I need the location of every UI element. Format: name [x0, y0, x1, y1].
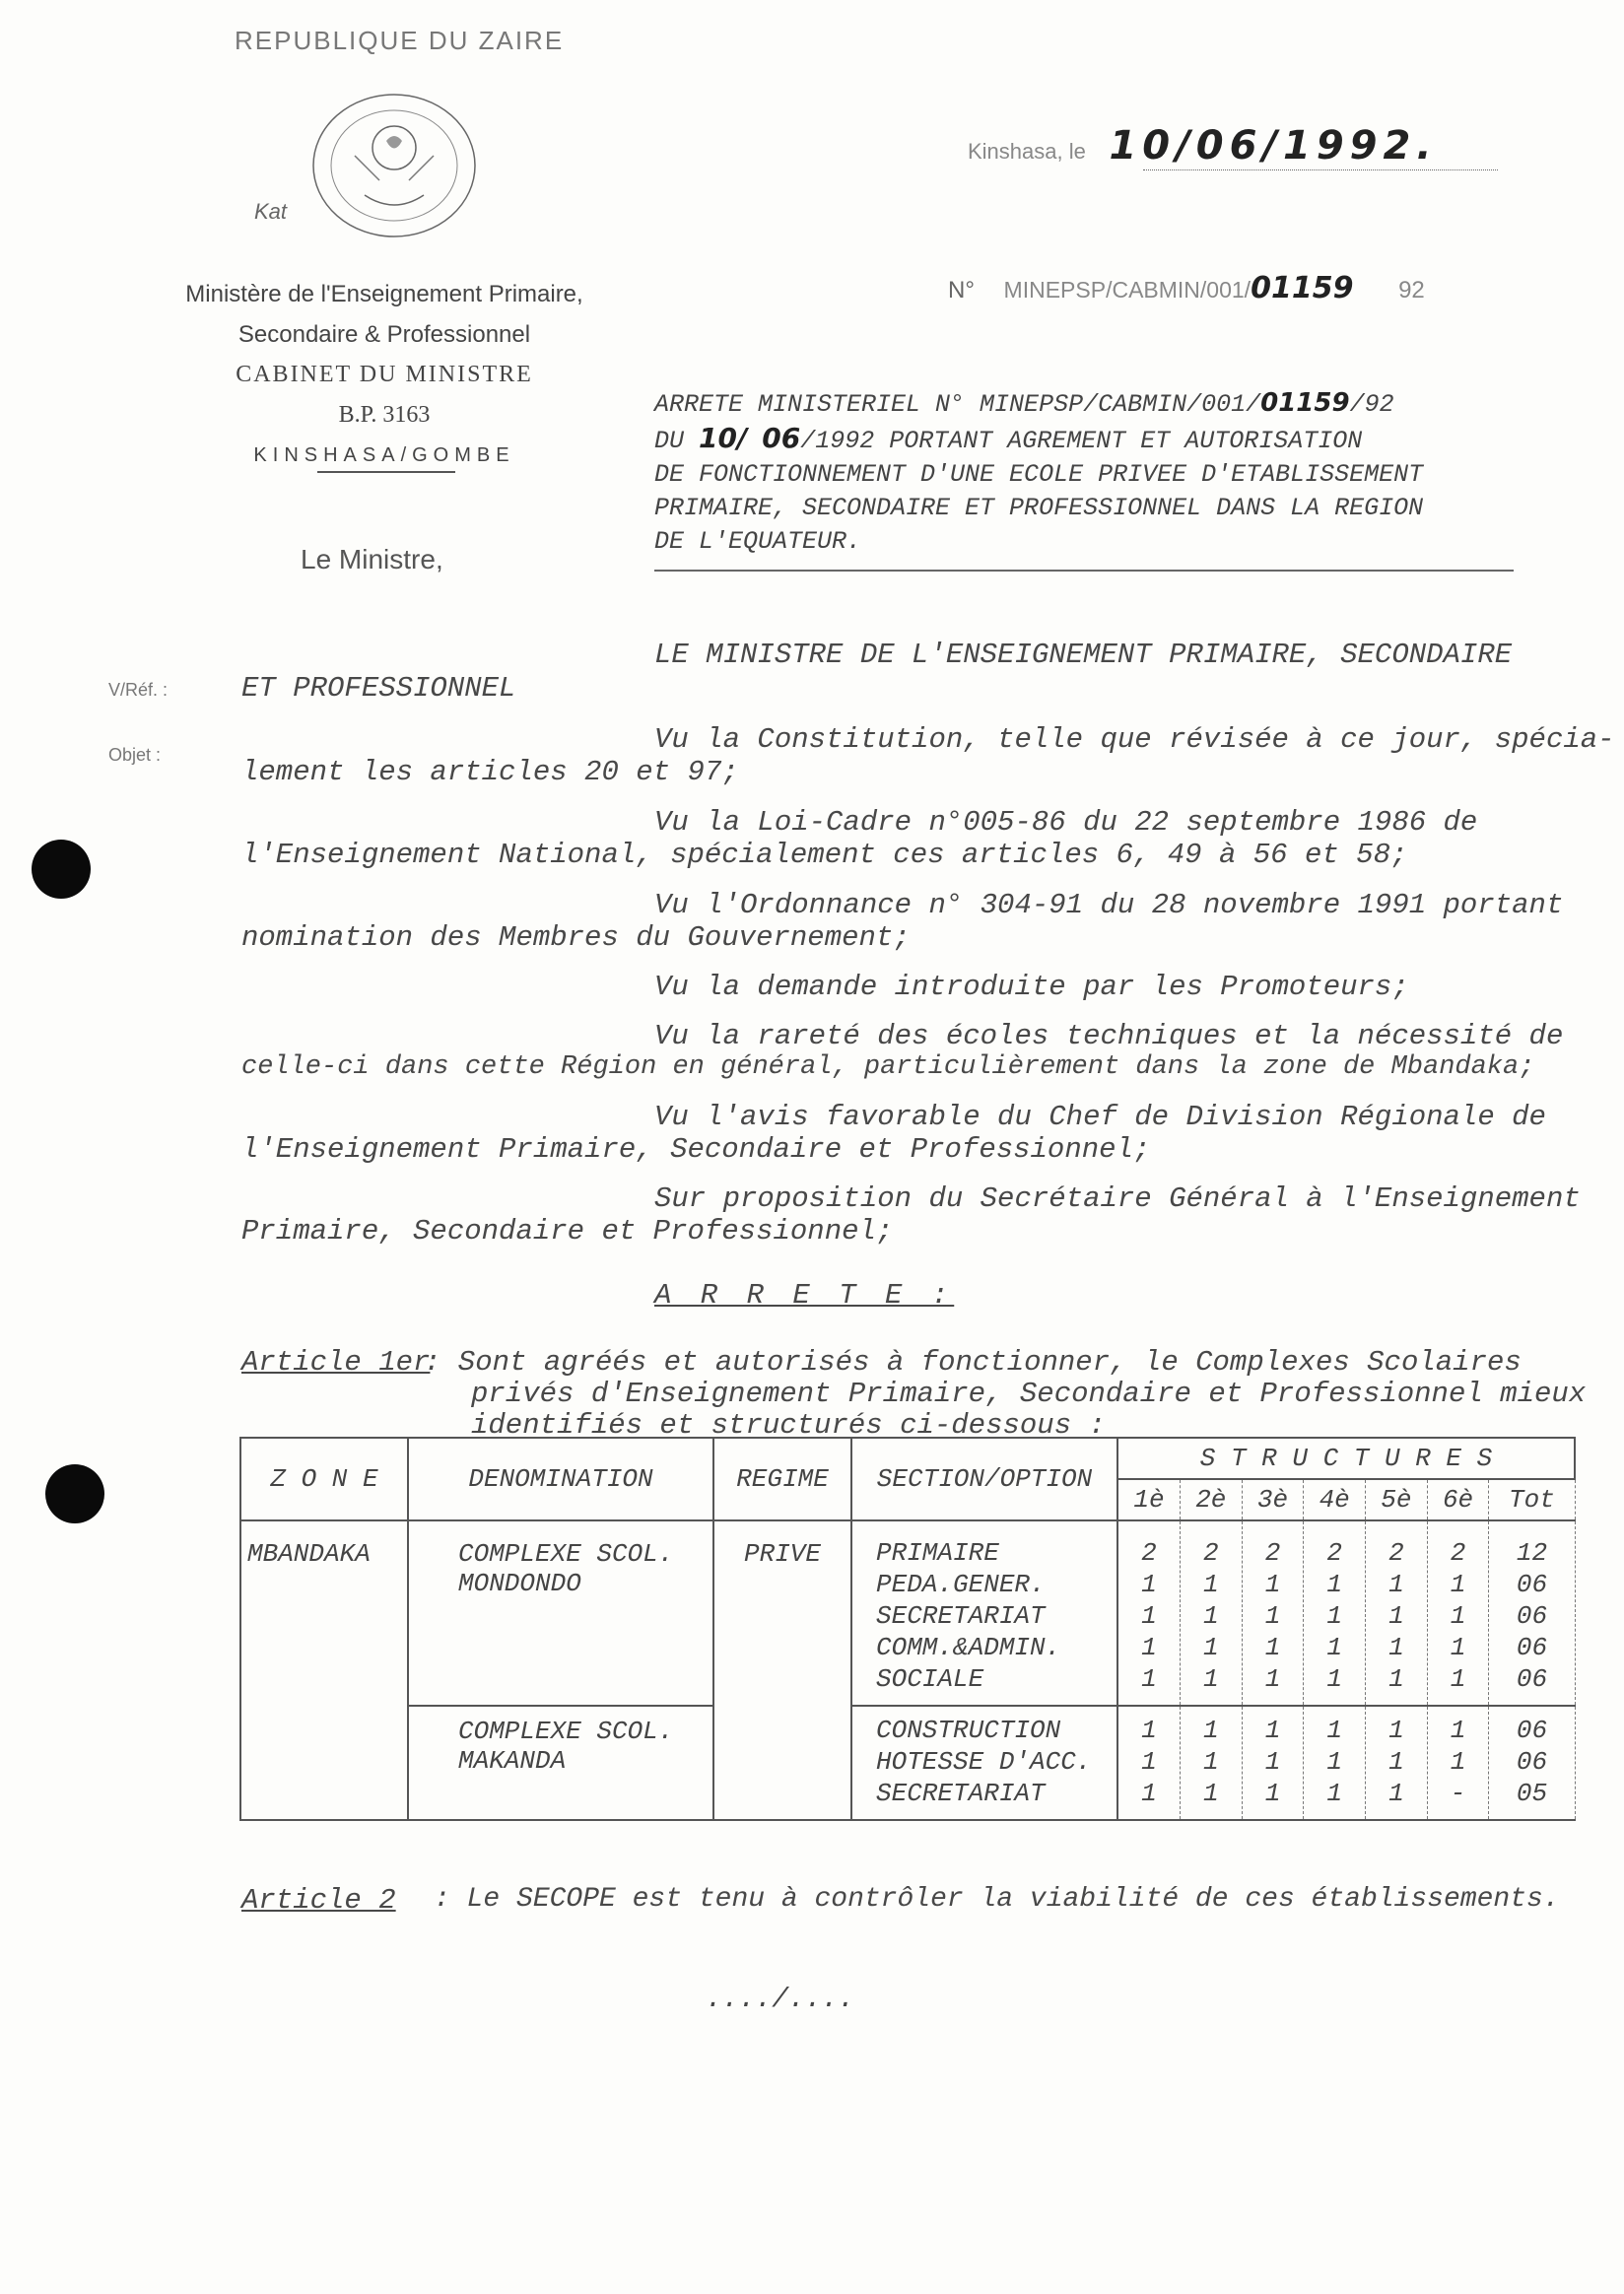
- ministry-line-2: Secondaire & Professionnel: [237, 321, 531, 348]
- title-line-1: ARRETE MINISTERIEL N° MINEPSP/CABMIN/001/01159/92: [654, 388, 1394, 419]
- vu-4: Vu la demande introduite par les Promoteurs;: [654, 971, 1409, 1003]
- vu-5-b: celle-ci dans cette Région en général, particulièrement dans la zone de Mbandaka;: [241, 1052, 1535, 1082]
- title-rule: [654, 570, 1514, 572]
- ministry-line-3: CABINET DU MINISTRE: [236, 362, 533, 387]
- place-prefix: Kinshasa, le: [968, 139, 1086, 164]
- vu-5-a: Vu la rareté des écoles techniques et la nécessité de: [654, 1020, 1564, 1052]
- header-section: SECTION/OPTION: [851, 1438, 1117, 1520]
- year-3: 3è: [1242, 1479, 1304, 1520]
- header-denomination: DENOMINATION: [408, 1438, 713, 1520]
- school-2-col-6: 1 1 -: [1427, 1706, 1489, 1820]
- school-2-name: COMPLEXE SCOL. MAKANDA: [408, 1706, 713, 1820]
- ministry-line-4: B.P. 3163: [338, 402, 431, 428]
- ref-prefix: N°: [948, 277, 975, 304]
- article-1-text-a: : Sont agréés et autorisés à fonctionner, le Complexes Scolaires: [424, 1346, 1522, 1379]
- decree-title: [654, 386, 1541, 559]
- year-4: 4è: [1304, 1479, 1366, 1520]
- school-2-col-total: 06 06 05: [1489, 1706, 1575, 1820]
- ministry-line-5: KINSHASA/GOMBE: [253, 444, 515, 466]
- ministry-line-1: Ministère de l'Enseignement Primaire,: [185, 281, 583, 307]
- signatory-title: Le Ministre,: [301, 544, 443, 574]
- year-6: 6è: [1427, 1479, 1489, 1520]
- school-1-col-total: 12 06 06 06 06: [1489, 1520, 1575, 1706]
- table-row: [240, 1706, 1575, 1820]
- punch-hole-bottom: [45, 1464, 104, 1523]
- school-1-col-3: 2 1 1 1 1: [1242, 1520, 1304, 1706]
- article-2-label: Article 2: [241, 1884, 396, 1917]
- vu-3-a: Vu l'Ordonnance n° 304-91 du 28 novembre 1991 portant: [654, 889, 1564, 921]
- school-2-col-2: 1 1 1: [1180, 1706, 1242, 1820]
- coat-of-arms-seal: [296, 87, 483, 249]
- school-2-options: CONSTRUCTION HOTESSE D'ACC. SECRETARIAT: [851, 1706, 1117, 1820]
- school-1-name: COMPLEXE SCOL. MONDONDO: [408, 1520, 713, 1706]
- ministry-divider: [317, 471, 455, 473]
- vu-6-a: Vu l'avis favorable du Chef de Division Régionale de: [654, 1101, 1546, 1133]
- vu-2-a: Vu la Loi-Cadre n°005-86 du 22 septembre 1986 de: [654, 806, 1478, 839]
- table-header-row: [240, 1438, 1575, 1479]
- minister-line-1: LE MINISTRE DE L'ENSEIGNEMENT PRIMAIRE, SECONDAIRE: [654, 639, 1513, 671]
- object-label: Objet :: [108, 745, 162, 765]
- school-1-col-6: 2 1 1 1 1: [1427, 1520, 1489, 1706]
- minister-line-2: ET PROFESSIONNEL: [241, 672, 516, 705]
- article-1-label: Article 1er: [241, 1346, 431, 1379]
- title-line-4: PRIMAIRE, SECONDAIRE ET PROFESSIONNEL DANS LA REGION: [654, 494, 1424, 522]
- school-1-col-2: 2 1 1 1 1: [1180, 1520, 1242, 1706]
- article-2-text: : Le SECOPE est tenu à contrôler la viabilité de ces établissements.: [434, 1884, 1560, 1915]
- school-1-col-1: 2 1 1 1 1: [1117, 1520, 1180, 1706]
- zone-cell: MBANDAKA: [240, 1520, 408, 1820]
- school-2-col-4: 1 1 1: [1304, 1706, 1366, 1820]
- year-total: Tot: [1489, 1479, 1575, 1520]
- header-structures: S T R U C T U R E S: [1117, 1438, 1575, 1479]
- vu-7-a: Sur proposition du Secrétaire Général à l'Enseignement: [654, 1182, 1581, 1215]
- date-handwritten: 10/06/1992.: [1109, 123, 1438, 169]
- arrete-heading: A R R E T E :: [654, 1279, 955, 1312]
- vu-3-b: nomination des Membres du Gouvernement;: [241, 921, 911, 954]
- vu-7-b: Primaire, Secondaire et Professionnel;: [241, 1215, 894, 1248]
- school-1-col-5: 2 1 1 1 1: [1366, 1520, 1428, 1706]
- vref-label: V/Réf. :: [108, 680, 169, 700]
- header-zone: Z O N E: [240, 1438, 408, 1520]
- title-line-3: DE FONCTIONNEMENT D'UNE ECOLE PRIVEE D'ETABLISSEMENT: [654, 460, 1424, 489]
- school-2-col-3: 1 1 1: [1242, 1706, 1304, 1820]
- title-line-5: DE L'EQUATEUR.: [654, 527, 862, 556]
- place-date: [968, 123, 1438, 169]
- school-2-col-5: 1 1 1: [1366, 1706, 1428, 1820]
- structures-table: [239, 1437, 1576, 1821]
- school-1-col-4: 2 1 1 1 1: [1304, 1520, 1366, 1706]
- ministry-block: [118, 274, 650, 476]
- ref-suffix: 92: [1398, 277, 1425, 304]
- punch-hole-top: [32, 840, 91, 899]
- article-1-text-c: identifiés et structurés ci-dessous :: [471, 1409, 1106, 1442]
- vu-1-a: Vu la Constitution, telle que révisée à ce jour, spécia-: [654, 723, 1615, 756]
- ref-number: MINEPSP/CABMIN/001/: [1003, 277, 1252, 303]
- date-dotted-line: [1143, 169, 1498, 170]
- year-1: 1è: [1117, 1479, 1180, 1520]
- regime-cell-empty: [713, 1706, 851, 1820]
- vu-6-b: l'Enseignement Primaire, Secondaire et Professionnel;: [241, 1133, 1151, 1166]
- ref-handwritten: 01159: [1251, 271, 1354, 305]
- title-line-2: DU 10/ 06/1992 PORTANT AGREMENT ET AUTORISATION: [654, 422, 1363, 455]
- seal-label: Kat: [254, 199, 288, 224]
- vu-1-b: lement les articles 20 et 97;: [241, 756, 739, 788]
- school-1-options: PRIMAIRE PEDA.GENER. SECRETARIAT COMM.&ADMIN. SOCIALE: [851, 1520, 1117, 1706]
- year-2: 2è: [1180, 1479, 1242, 1520]
- republic-header: REPUBLIQUE DU ZAIRE: [235, 26, 565, 55]
- continuation-mark: ..../....: [706, 1985, 855, 2015]
- header-regime: REGIME: [713, 1438, 851, 1520]
- year-5: 5è: [1366, 1479, 1428, 1520]
- table-row: [240, 1520, 1575, 1706]
- reference-number: [948, 271, 1425, 305]
- article-1-text-b: privés d'Enseignement Primaire, Secondaire et Professionnel mieux: [471, 1378, 1587, 1410]
- school-2-col-1: 1 1 1: [1117, 1706, 1180, 1820]
- vu-2-b: l'Enseignement National, spécialement ces articles 6, 49 à 56 et 58;: [241, 839, 1408, 871]
- regime-cell: PRIVE: [713, 1520, 851, 1706]
